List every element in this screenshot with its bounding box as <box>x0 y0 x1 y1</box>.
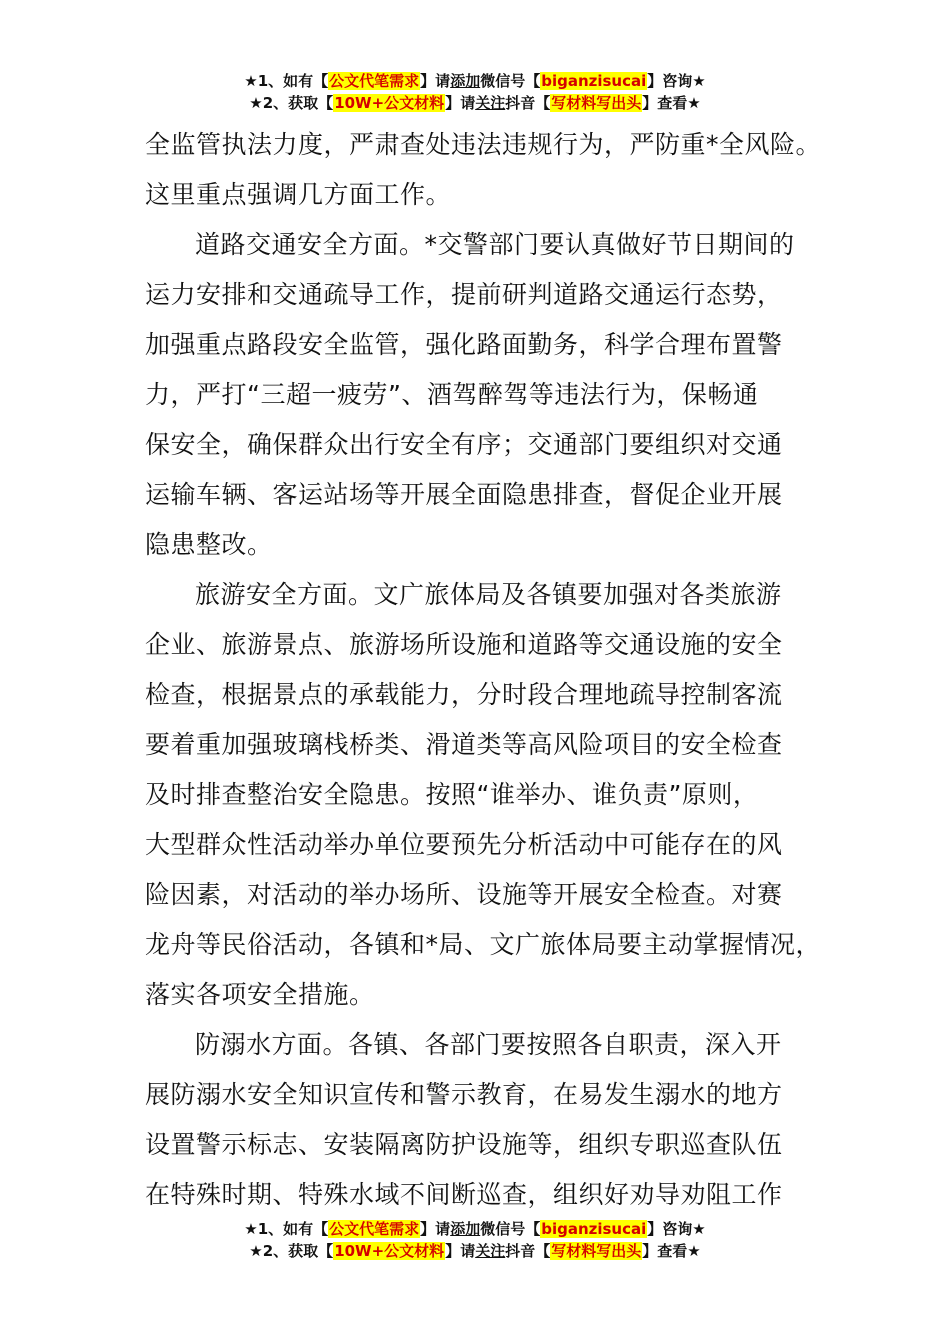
highlight-materials: 10W+公文材料 <box>334 1242 445 1260</box>
highlight-service: 公文代笔需求 <box>329 1220 420 1238</box>
banner-line-2: ★2、获取【10W+公文材料】请关注抖音【写材料写出头】查看★ <box>249 94 701 112</box>
banner-line-2: ★2、获取【10W+公文材料】请关注抖音【写材料写出头】查看★ <box>249 1242 701 1260</box>
highlight-materials: 10W+公文材料 <box>334 94 445 112</box>
paragraph-drowning-prevention: 防溺水方面。各镇、各部门要按照各自职责，深入开 展防溺水安全知识宣传和警示教育，在易发生溺水的地方 设置警示标志、安装隔离防护设施等，组织专职巡查队伍 在特殊时期、特殊水域不间断巡查，组织好劝导劝阻工作 <box>145 1030 783 1209</box>
highlight-service: 公文代笔需求 <box>329 72 420 90</box>
banner-line-1: ★1、如有【公文代笔需求】请添加微信号【biganzisucai】咨询★ <box>244 72 706 90</box>
paragraph-tourism-safety: 旅游安全方面。文广旅体局及各镇要加强对各类旅游 企业、旅游景点、旅游场所设施和道路等交通设施的安全 检查，根据景点的承载能力，分时段合理地疏导控制客流 要着重加强玻璃栈桥类、滑道类等高风险项目的安全检查 及时排查整治安全隐患。按照“谁举办、谁负责”原则， 大型群众性活动举办单位要预先分析活动中可能存在的风 险因素，对活动的举办场所、设施等开展安全检查。对赛 龙舟等民俗活动，各镇和*局、文广旅体局要主动掌握情况， 落实各项安全措施。 <box>145 580 822 1009</box>
highlight-douyin-account: 写材料写出头 <box>551 94 642 112</box>
header-banner <box>0 70 950 114</box>
highlight-wechat-id: biganzisucai <box>541 72 647 90</box>
paragraph-road-safety: 道路交通安全方面。*交警部门要认真做好节日期间的 运力安排和交通疏导工作，提前研判道路交通运行态势， 加强重点路段安全监管，强化路面勤务，科学合理布置警 力，严打“三超一疲劳”、酒驾醉驾等违法行为，保畅通 保安全，确保群众出行安全有序；交通部门要组织对交通 运输车辆、客运站场等开展全面隐患排查，督促企业开展 隐患整改。 <box>145 230 795 559</box>
footer-banner <box>0 1218 950 1262</box>
highlight-wechat-id: biganzisucai <box>541 1220 647 1238</box>
paragraph-continuation: 全监管执法力度，严肃查处违法违规行为，严防重*全风险。 这里重点强调几方面工作。 <box>145 130 822 209</box>
banner-line-1: ★1、如有【公文代笔需求】请添加微信号【biganzisucai】咨询★ <box>244 1220 706 1238</box>
highlight-douyin-account: 写材料写出头 <box>551 1242 642 1260</box>
document-body <box>145 120 835 1220</box>
